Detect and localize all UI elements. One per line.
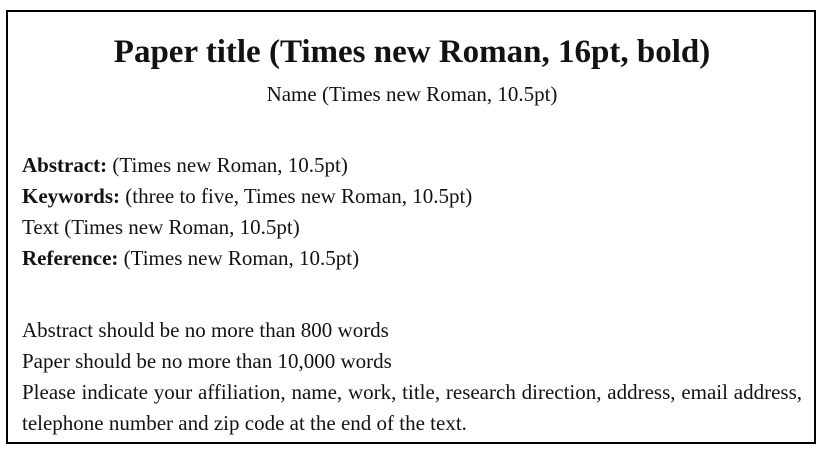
field-list bbox=[22, 150, 802, 274]
note-abstract-limit: Abstract should be no more than 800 words bbox=[22, 318, 389, 342]
field-line-keywords bbox=[22, 181, 802, 212]
field-line-abstract bbox=[22, 150, 802, 181]
field-text: Text (Times new Roman, 10.5pt) bbox=[22, 215, 300, 239]
field-label: Keywords: bbox=[22, 184, 120, 208]
field-label: Reference: bbox=[22, 246, 119, 270]
paper-title: Paper title (Times new Roman, 16pt, bold) bbox=[113, 34, 711, 70]
field-line-reference bbox=[22, 243, 802, 274]
field-text: (Times new Roman, 10.5pt) bbox=[107, 153, 348, 177]
field-line-text bbox=[22, 212, 802, 243]
field-text: (three to five, Times new Roman, 10.5pt) bbox=[120, 184, 473, 208]
field-text: (Times new Roman, 10.5pt) bbox=[118, 246, 360, 270]
note-contact-info: Please indicate your affiliation, name, work, title, research direction, address, email address, telephone number and zip code at the end of the text. bbox=[22, 380, 802, 435]
paper-template-box bbox=[6, 10, 816, 444]
note-paper-limit: Paper should be no more than 10,000 words bbox=[22, 349, 392, 373]
field-label: Abstract: bbox=[22, 153, 108, 177]
author-name-line: Name (Times new Roman, 10.5pt) bbox=[266, 82, 558, 106]
guideline-notes bbox=[22, 315, 802, 439]
